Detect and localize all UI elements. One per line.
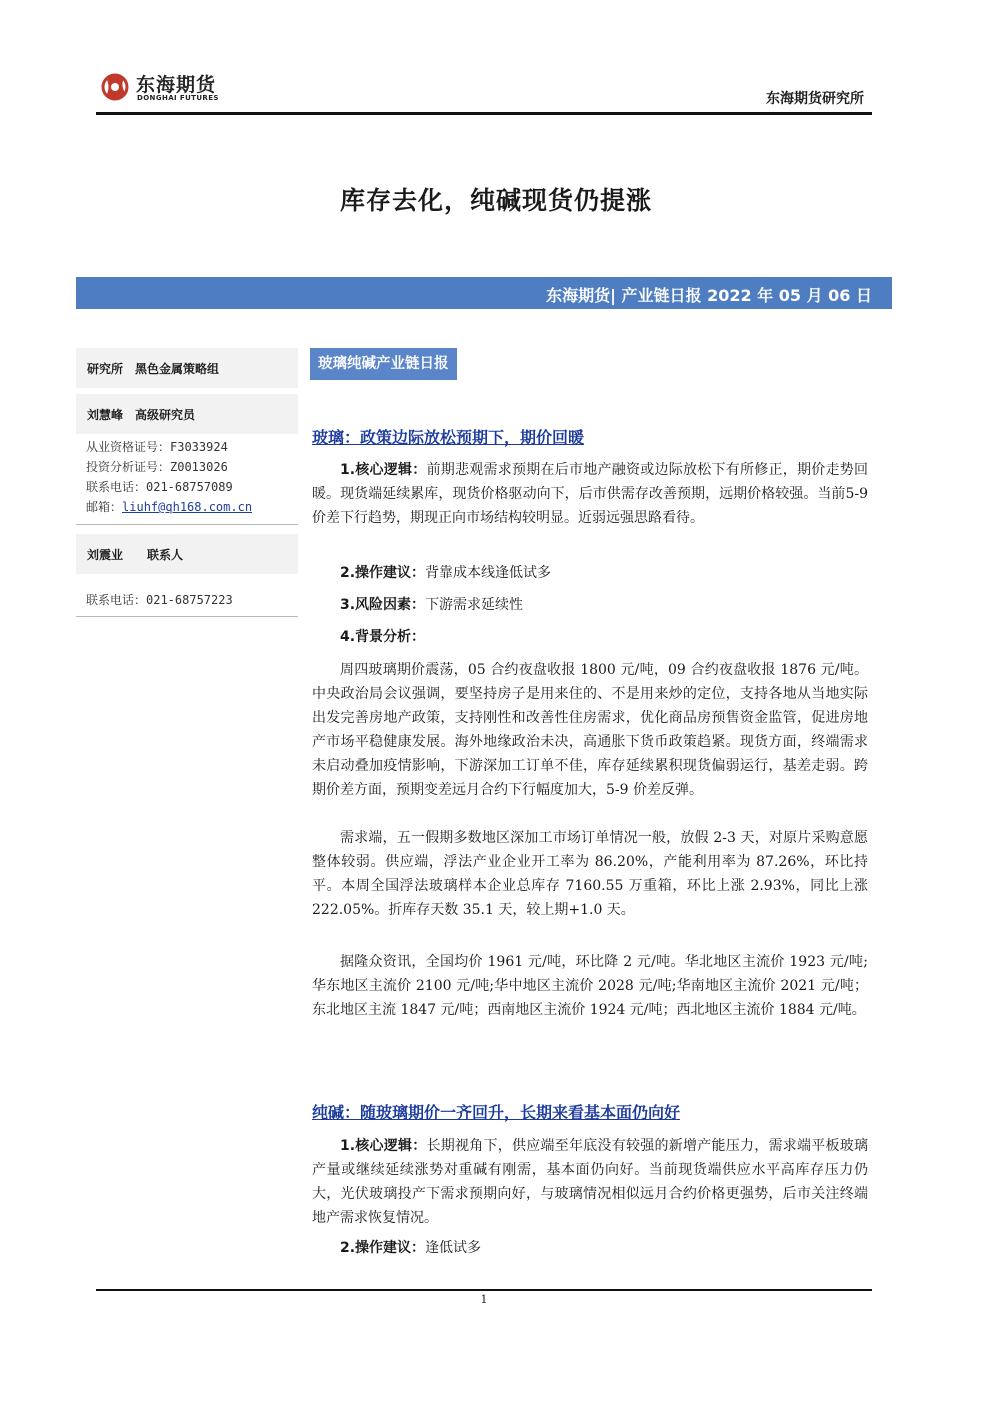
analyst2-phone: 联系电话：021-68757223 — [86, 593, 233, 607]
analyst2-name: 刘震业 联系人 — [87, 548, 184, 562]
glass-bg-para1: 周四玻璃期价震荡，05 合约夜盘收报 1800 元/吨，09 合约夜盘收报 1876 元/吨。中央政治局会议强调，要坚持房子是用来住的、不是用来炒的定位，支持各地从当地实际出发完善房地产政策，支持刚性和改善性住房需求，优化商品房预售资金监管，促进房地产市场平稳健康发展。海外地缘政治未决，高通胀下货币政策趋紧。现货方面，终端需求未启动叠加疫情影响，下游深加工订单不佳，库存延续累积现货偏弱运行，基差走弱。跨期价差方面，预期变差远月合约下行幅度加大，5-9 价差反弹。 — [312, 662, 868, 798]
soda-advice — [312, 1236, 868, 1260]
logo-text-en: DONGHAI FUTURES — [137, 94, 219, 102]
glass-section-title[interactable]: 玻璃：政策边际放松预期下，期价回暖 — [312, 428, 585, 447]
glass-risk-text: 下游需求延续性 — [425, 597, 524, 613]
soda-section-title[interactable]: 纯碱：随玻璃期价一齐回升，长期来看基本面仍向好 — [312, 1103, 681, 1122]
sidebar-divider — [76, 524, 298, 525]
sidebar-dept: 研究所 黑色金属策略组 — [87, 362, 220, 376]
analyst1-email-row — [86, 498, 252, 515]
analyst1-cert1: 从业资格证号：F3033924 — [86, 440, 228, 454]
soda-core-logic — [312, 1134, 868, 1230]
sidebar-divider — [76, 616, 298, 617]
analyst1-cert2: 投资分析证号：Z0013026 — [86, 460, 228, 474]
sidebar-analyst2-header — [76, 534, 298, 574]
section-tag: 玻璃纯碱产业链日报 — [310, 348, 457, 380]
institute-name: 东海期货研究所 — [766, 91, 864, 107]
glass-bg-para2: 需求端，五一假期多数地区深加工市场订单情况一般，放假 2-3 天，对原片采购意愿整体较弱。供应端，浮法产业企业开工率为 86.20%，产能利用率为 87.26%，环比持平。本周全国浮法玻璃样本企业总库存 7160.55 万重箱，环比上涨 2.93%，同比上涨 222.05%。折库存天数 35.1 天，较上期+1.0 天。 — [312, 830, 868, 918]
glass-risk — [312, 593, 868, 617]
glass-core-logic — [312, 458, 868, 530]
glass-advice — [312, 561, 868, 585]
analyst1-phone: 联系电话：021-68757089 — [86, 480, 233, 494]
soda-logic-text: 长期视角下，供应端至年底没有较强的新增产能压力，需求端平板玻璃产量或继续延续涨势对重碱有刚需，基本面仍向好。当前现货端供应水平高库存压力仍大，光伏玻璃投产下需求预期向好，与玻璃情况相似远月合约价格更强势，后市关注终端地产需求恢复情况。 — [312, 1138, 869, 1226]
glass-logic-text: 前期悲观需求预期在后市地产融资或边际放松下有所修正，期价走势回暖。现货端延续累库，现货价格驱动向下，后市供需存改善预期，远期价格较强。当前5-9价差下行趋势，期现正向市场结构较明显。近弱远强思路看待。 — [312, 462, 869, 526]
analyst1-name: 刘慧峰 高级研究员 — [87, 408, 196, 422]
glass-logic-label: 1.核心逻辑： — [340, 462, 427, 478]
dragon-logo-icon — [98, 68, 132, 106]
footer-divider — [96, 1289, 872, 1291]
logo-text-cn: 东海期货 — [136, 74, 217, 96]
glass-bg-heading — [312, 625, 868, 649]
soda-advice-text: 逢低试多 — [425, 1240, 482, 1256]
sidebar-analyst1-header — [76, 394, 298, 434]
banner-text: 东海期货| 产业链日报 2022 年 05 月 06 日 — [546, 286, 872, 305]
glass-advice-label: 2.操作建议： — [340, 565, 426, 581]
soda-logic-label: 1.核心逻辑： — [340, 1138, 427, 1154]
email-label: 邮箱： — [86, 500, 123, 514]
report-title: 库存去化，纯碱现货仍提涨 — [339, 186, 652, 215]
page-number: 1 — [480, 1293, 488, 1306]
report-banner — [76, 277, 892, 309]
sidebar-dept-header — [76, 348, 298, 388]
glass-risk-label: 3.风险因素： — [340, 597, 426, 613]
header-divider — [96, 112, 872, 115]
glass-bg-label: 4.背景分析： — [340, 629, 426, 645]
soda-advice-label: 2.操作建议： — [340, 1240, 426, 1256]
analyst1-email-link[interactable]: liuhf@qh168.com.cn — [122, 500, 253, 514]
glass-bg-para3: 据隆众资讯，全国均价 1961 元/吨，环比降 2 元/吨。华北地区主流价 1923 元/吨;华东地区主流价 2100 元/吨;华中地区主流价 2028 元/吨;华南地区主流价 2021 元/吨；东北地区主流 1847 元/吨；西南地区主流价 1924 元/吨；西北地区主流价 1884 元/吨。 — [312, 954, 868, 1018]
company-logo — [98, 68, 238, 108]
glass-advice-text: 背靠成本线逢低试多 — [425, 565, 552, 581]
